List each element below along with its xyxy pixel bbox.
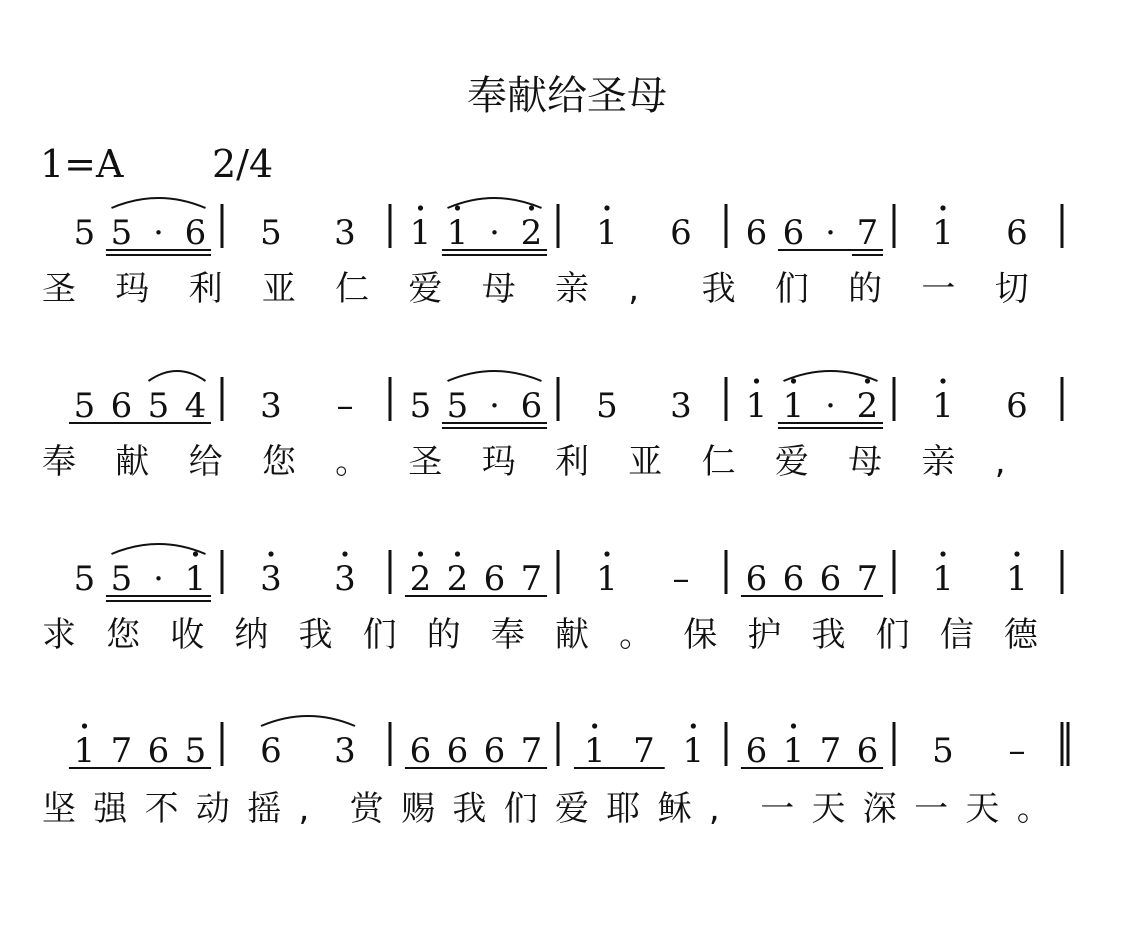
lyric-char: 们 bbox=[503, 789, 538, 829]
lyric-char: 亲 bbox=[921, 442, 956, 482]
note: 5 bbox=[110, 559, 133, 599]
note: · bbox=[489, 386, 500, 426]
note: 1 bbox=[596, 213, 618, 253]
note: 6 bbox=[147, 731, 170, 771]
lyric-char: 一 bbox=[760, 789, 795, 829]
lyric-char: 坚 bbox=[42, 789, 76, 829]
octave-dot bbox=[342, 551, 347, 556]
lyric-char: 德 bbox=[1003, 615, 1038, 655]
lyric-char: 们 bbox=[875, 615, 910, 655]
lyric-char: 。 bbox=[619, 615, 654, 655]
lyric-char: 我 bbox=[701, 269, 736, 309]
slur-arc bbox=[448, 371, 542, 381]
lyric-char: 保 bbox=[683, 615, 718, 655]
note: – bbox=[1008, 731, 1026, 771]
octave-dot bbox=[604, 205, 609, 210]
lyric-char: 利 bbox=[188, 269, 223, 309]
lyric-char: 奉 bbox=[42, 442, 76, 482]
note: 7 bbox=[110, 731, 133, 771]
note: · bbox=[153, 559, 164, 599]
note: 7 bbox=[819, 731, 842, 771]
time-signature: 2/4 bbox=[212, 142, 274, 186]
lyric-char: 们 bbox=[774, 269, 809, 309]
note: 1 bbox=[782, 386, 805, 426]
lyric-char: 您 bbox=[106, 615, 141, 655]
note: 6 bbox=[446, 731, 469, 771]
lyric-char: , bbox=[994, 442, 1006, 482]
lyric-char: 。 bbox=[1016, 789, 1051, 829]
note: 7 bbox=[520, 731, 543, 771]
lyric-char: 我 bbox=[811, 615, 846, 655]
lyric-char: , bbox=[628, 269, 640, 309]
note: 5 bbox=[73, 213, 96, 253]
lyric-char: 我 bbox=[298, 615, 333, 655]
note: 6 bbox=[745, 213, 768, 253]
note: 6 bbox=[260, 731, 282, 771]
note: 6 bbox=[819, 559, 842, 599]
lyric-char: 天 bbox=[811, 789, 846, 829]
note: 1 bbox=[782, 731, 805, 771]
note: 6 bbox=[1006, 213, 1028, 253]
octave-dot bbox=[865, 378, 870, 383]
note: 7 bbox=[520, 559, 543, 599]
slur-arc bbox=[112, 198, 206, 208]
lyric-char: 天 bbox=[965, 789, 1000, 829]
lyric-char: 们 bbox=[362, 615, 397, 655]
lyric-char: 求 bbox=[42, 615, 76, 655]
octave-dot bbox=[940, 551, 945, 556]
note: 2 bbox=[856, 386, 879, 426]
note: 1 bbox=[745, 386, 768, 426]
lyric-char: 深 bbox=[862, 789, 897, 829]
lyric-char: 稣 bbox=[657, 789, 692, 829]
lyric-char: 的 bbox=[848, 269, 883, 309]
lyric-char: 亚 bbox=[261, 269, 296, 309]
note: 6 bbox=[782, 213, 805, 253]
lyric-char: 圣 bbox=[42, 269, 76, 309]
note: 3 bbox=[260, 386, 282, 426]
slur-arc bbox=[149, 371, 206, 381]
lyric-char: 一 bbox=[921, 269, 956, 309]
note: 1 bbox=[1006, 559, 1028, 599]
note: · bbox=[489, 213, 500, 253]
slur-arc bbox=[261, 716, 355, 726]
note: 3 bbox=[260, 559, 282, 599]
lyric-char: 爱 bbox=[555, 789, 589, 829]
note: 6 bbox=[856, 731, 879, 771]
note: 5 bbox=[184, 731, 207, 771]
lyric-char: 纳 bbox=[234, 615, 269, 655]
octave-dot bbox=[455, 551, 460, 556]
octave-dot bbox=[940, 205, 945, 210]
note: · bbox=[153, 213, 164, 253]
note: 6 bbox=[483, 731, 506, 771]
lyric-char: 您 bbox=[261, 442, 296, 482]
lyric-char: 给 bbox=[188, 442, 223, 482]
note: 6 bbox=[409, 731, 432, 771]
lyric-char: 信 bbox=[939, 615, 974, 655]
lyric-char: 玛 bbox=[481, 442, 516, 482]
note: 3 bbox=[334, 559, 356, 599]
note: 5 bbox=[110, 213, 133, 253]
note: 1 bbox=[409, 213, 432, 253]
note: 5 bbox=[73, 386, 96, 426]
lyric-char: 护 bbox=[747, 615, 782, 655]
note: 5 bbox=[260, 213, 282, 253]
octave-dot bbox=[193, 551, 198, 556]
lyric-char: 。 bbox=[335, 442, 370, 482]
note: 1 bbox=[184, 559, 207, 599]
note: 2 bbox=[446, 559, 469, 599]
note: 6 bbox=[782, 559, 805, 599]
lyric-char: 赏 bbox=[349, 789, 384, 829]
note: 5 bbox=[147, 386, 170, 426]
octave-dot bbox=[82, 723, 87, 728]
note: 3 bbox=[670, 386, 692, 426]
note: 6 bbox=[110, 386, 133, 426]
slur-arc bbox=[112, 544, 206, 554]
lyric-char: 切 bbox=[994, 269, 1029, 309]
lyric-char: 亲 bbox=[555, 269, 589, 309]
octave-dot bbox=[418, 205, 423, 210]
lyric-char: 母 bbox=[481, 269, 516, 309]
octave-dot bbox=[529, 205, 534, 210]
note: 2 bbox=[409, 559, 432, 599]
lyric-char: 不 bbox=[144, 789, 179, 829]
lyric-char: 亚 bbox=[628, 442, 663, 482]
note: 7 bbox=[856, 213, 879, 253]
note: 3 bbox=[334, 213, 356, 253]
note: 1 bbox=[682, 731, 705, 771]
octave-dot bbox=[1014, 551, 1019, 556]
lyric-char: 奉 bbox=[490, 615, 525, 655]
note: 5 bbox=[409, 386, 432, 426]
note: 5 bbox=[932, 731, 954, 771]
lyric-char: 耶 bbox=[606, 789, 641, 829]
note: 6 bbox=[483, 559, 506, 599]
lyric-char: 强 bbox=[93, 789, 128, 829]
octave-dot bbox=[592, 723, 597, 728]
note: 1 bbox=[932, 213, 954, 253]
note: 6 bbox=[184, 213, 207, 253]
note: 5 bbox=[446, 386, 469, 426]
note: 1 bbox=[932, 386, 954, 426]
note: · bbox=[825, 213, 836, 253]
octave-dot bbox=[418, 551, 423, 556]
slur-arc bbox=[448, 198, 542, 208]
lyric-char: 献 bbox=[555, 615, 589, 655]
lyric-char: 利 bbox=[555, 442, 589, 482]
note: 6 bbox=[1006, 386, 1028, 426]
lyric-char: , bbox=[708, 789, 720, 829]
note: · bbox=[825, 386, 836, 426]
lyric-char: 一 bbox=[914, 789, 949, 829]
lyric-char: 玛 bbox=[115, 269, 150, 309]
note: 7 bbox=[633, 731, 655, 771]
lyric-char: 摇 bbox=[247, 789, 282, 829]
lyric-char: 收 bbox=[170, 615, 205, 655]
note: 1 bbox=[932, 559, 954, 599]
song-title: 奉献给圣母 bbox=[467, 73, 667, 119]
note: 6 bbox=[745, 559, 768, 599]
octave-dot bbox=[268, 551, 273, 556]
lyric-char: 圣 bbox=[408, 442, 443, 482]
note: 4 bbox=[184, 386, 207, 426]
note: 5 bbox=[596, 386, 618, 426]
note: 3 bbox=[334, 731, 356, 771]
lyric-char: 母 bbox=[848, 442, 883, 482]
key-signature: 1=A bbox=[40, 142, 124, 186]
note: 6 bbox=[520, 386, 543, 426]
note: 6 bbox=[670, 213, 692, 253]
lyric-char: 仁 bbox=[335, 269, 370, 309]
note: 1 bbox=[73, 731, 96, 771]
lyric-char: 的 bbox=[426, 615, 461, 655]
slur-arc bbox=[784, 371, 878, 381]
note: 2 bbox=[520, 213, 543, 253]
note: 7 bbox=[856, 559, 879, 599]
note: 6 bbox=[745, 731, 768, 771]
lyric-char: 动 bbox=[195, 789, 230, 829]
lyric-char: 我 bbox=[452, 789, 487, 829]
lyric-char: 赐 bbox=[401, 789, 436, 829]
octave-dot bbox=[940, 378, 945, 383]
note: 1 bbox=[583, 731, 606, 771]
lyric-char: 仁 bbox=[701, 442, 736, 482]
note: 5 bbox=[73, 559, 96, 599]
note: 1 bbox=[596, 559, 618, 599]
octave-dot bbox=[691, 723, 696, 728]
note: 1 bbox=[446, 213, 469, 253]
octave-dot bbox=[791, 723, 796, 728]
lyric-char: , bbox=[298, 789, 310, 829]
lyric-char: 爱 bbox=[774, 442, 809, 482]
octave-dot bbox=[455, 205, 460, 210]
lyric-char: 爱 bbox=[408, 269, 443, 309]
octave-dot bbox=[791, 378, 796, 383]
note: – bbox=[672, 559, 690, 599]
note: – bbox=[336, 386, 354, 426]
lyric-char: 献 bbox=[115, 442, 150, 482]
octave-dot bbox=[604, 551, 609, 556]
octave-dot bbox=[754, 378, 759, 383]
